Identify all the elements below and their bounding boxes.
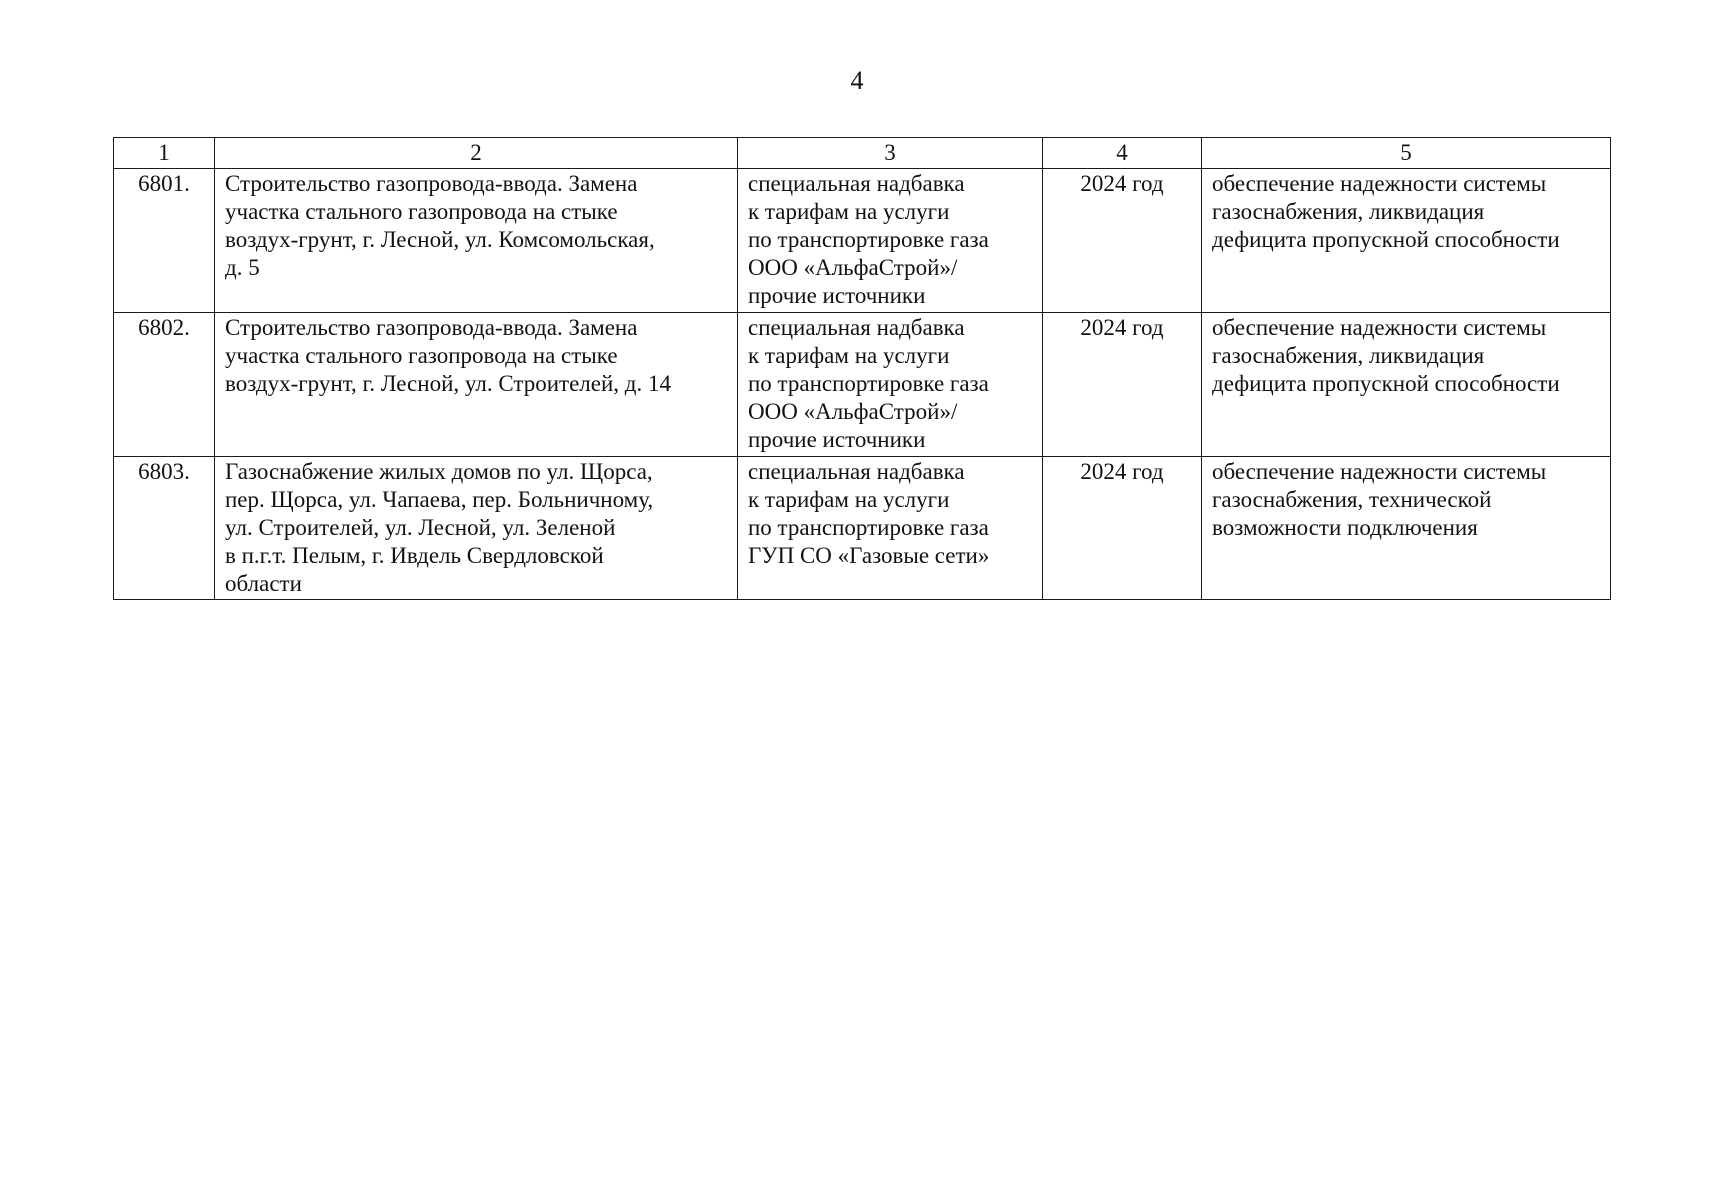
text-line: специальная надбавка [748, 171, 965, 196]
text-line: специальная надбавка [748, 459, 965, 484]
text-line: ул. Строителей, ул. Лесной, ул. Зеленой [225, 515, 616, 540]
text-line: по транспортировке газа [748, 371, 989, 396]
column-header-2: 2 [215, 138, 738, 169]
purpose [1202, 169, 1611, 313]
purpose [1202, 313, 1611, 457]
text-line: обеспечение надежности системы [1212, 459, 1547, 484]
text-line: прочие источники [748, 283, 926, 308]
column-header-1: 1 [114, 138, 215, 169]
text-line: воздух-грунт, г. Лесной, ул. Комсомольская, [225, 227, 655, 252]
text-line: ГУП СО «Газовые сети» [748, 543, 990, 568]
text-line: Газоснабжение жилых домов по ул. Щорса, [225, 459, 653, 484]
text-line: дефицита пропускной способности [1212, 227, 1560, 252]
text-line: Строительство газопровода-ввода. Замена [225, 315, 638, 340]
text-line: по транспортировке газа [748, 227, 989, 252]
text-line: участка стального газопровода на стыке [225, 199, 618, 224]
text-line: газоснабжения, технической [1212, 487, 1492, 512]
text-line: газоснабжения, ликвидация [1212, 199, 1485, 224]
implementation-year: 2024 год [1043, 169, 1202, 313]
table-row [114, 313, 1611, 457]
text-line: пер. Щорса, ул. Чапаева, пер. Больничному, [225, 487, 654, 512]
text-line: д. 5 [225, 255, 260, 280]
page-number: 4 [850, 66, 864, 95]
text-line: обеспечение надежности системы [1212, 315, 1547, 340]
text-line: возможности подключения [1212, 515, 1478, 540]
table-row [114, 169, 1611, 313]
column-header-5: 5 [1202, 138, 1611, 169]
text-line: к тарифам на услуги [748, 343, 950, 368]
text-line: прочие источники [748, 427, 926, 452]
text-line: к тарифам на услуги [748, 487, 950, 512]
investment-table [113, 137, 1611, 600]
text-line: ООО «АльфаСтрой»/ [748, 399, 958, 424]
text-line: области [225, 571, 302, 596]
implementation-year: 2024 год [1043, 313, 1202, 457]
implementation-year: 2024 год [1043, 457, 1202, 600]
text-line: воздух-грунт, г. Лесной, ул. Строителей, д. 14 [225, 371, 671, 396]
text-line: дефицита пропускной способности [1212, 371, 1560, 396]
text-line: Строительство газопровода-ввода. Замена [225, 171, 638, 196]
column-number-row [114, 138, 1611, 169]
funding-source [738, 169, 1043, 313]
object-description [215, 457, 738, 600]
text-line: участка стального газопровода на стыке [225, 343, 618, 368]
row-number: 6802. [114, 313, 215, 457]
funding-source [738, 457, 1043, 600]
text-line: обеспечение надежности системы [1212, 171, 1547, 196]
column-header-4: 4 [1043, 138, 1202, 169]
object-description [215, 313, 738, 457]
table-row [114, 457, 1611, 600]
row-number: 6801. [114, 169, 215, 313]
purpose [1202, 457, 1611, 600]
text-line: по транспортировке газа [748, 515, 989, 540]
text-line: ООО «АльфаСтрой»/ [748, 255, 958, 280]
object-description [215, 169, 738, 313]
funding-source [738, 313, 1043, 457]
row-number: 6803. [114, 457, 215, 600]
text-line: в п.г.т. Пелым, г. Ивдель Свердловской [225, 543, 604, 568]
column-header-3: 3 [738, 138, 1043, 169]
text-line: специальная надбавка [748, 315, 965, 340]
text-line: к тарифам на услуги [748, 199, 950, 224]
text-line: газоснабжения, ликвидация [1212, 343, 1485, 368]
